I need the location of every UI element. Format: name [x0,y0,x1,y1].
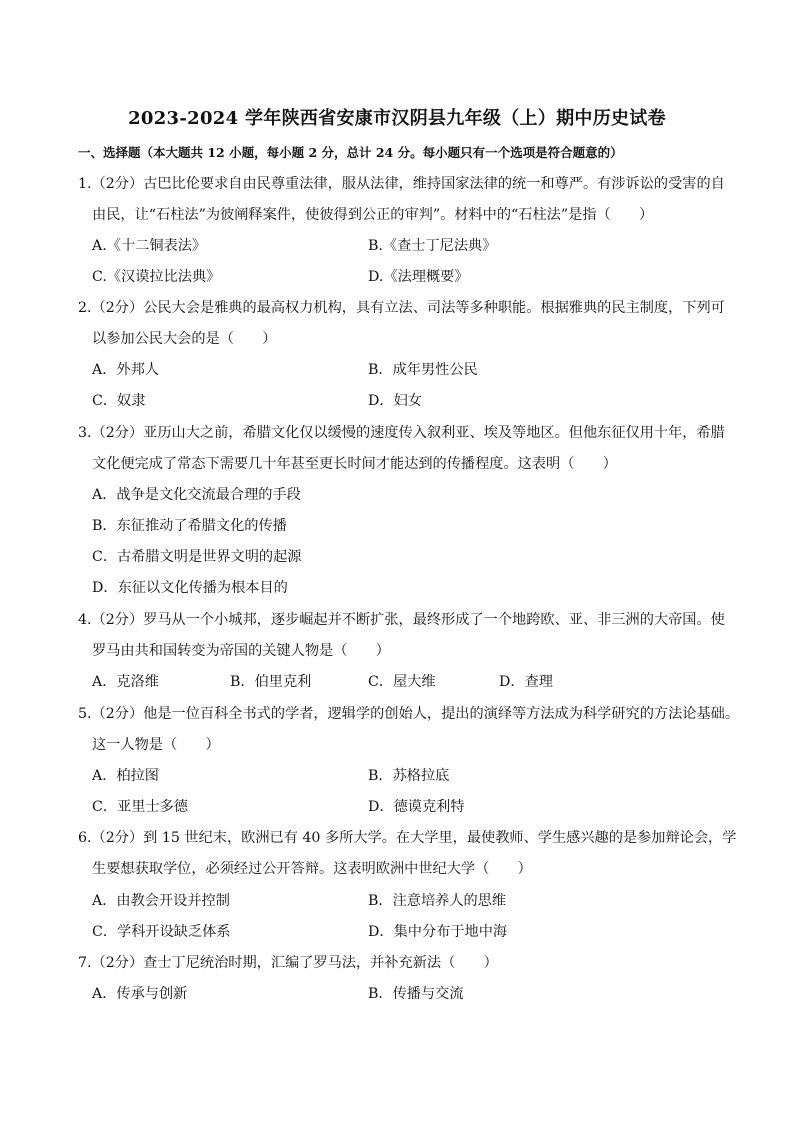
question-1-option-b[interactable]: B.《查士丁尼法典》 [368,238,497,254]
question-6-option-b[interactable]: B．注意培养人的思维 [368,893,507,909]
question-3-line-2: 文化便完成了常态下需要几十年甚至更长时间才能达到的传播程度。这表明（ ） [92,456,617,472]
question-7-line-1: 7.（2分）查士丁尼统治时期，汇编了罗马法，并补充新法（ ） [78,955,498,971]
question-4-option-c[interactable]: C．屋大维 [368,674,436,690]
question-3-option-d[interactable]: D．东征以文化传播为根本目的 [92,580,288,596]
question-7-option-b[interactable]: B．传播与交流 [368,986,464,1002]
question-2-option-d[interactable]: D．妇女 [368,393,422,409]
question-5-option-b[interactable]: B．苏格拉底 [368,768,450,784]
question-2-line-1: 2.（2分）公民大会是雅典的最高权力机构，具有立法、司法等多种职能。根据雅典的民主制度，下列可 [78,300,725,316]
question-4-option-b[interactable]: B．伯里克利 [230,674,312,690]
page-title: 2023-2024 学年陕西省安康市汉阴县九年级（上）期中历史试卷 [128,108,666,129]
question-6-option-a[interactable]: A．由教会开设并控制 [92,893,230,909]
question-6-line-1: 6.（2分）到 15 世纪末，欧洲已有 40 多所大学。在大学里，最使教师、学生感兴趣的是参加辩论会，学 [78,830,737,846]
question-1-option-d[interactable]: D.《法理概要》 [368,269,469,285]
question-4-option-d[interactable]: D．查理 [499,674,553,690]
question-1-option-a[interactable]: A.《十二铜表法》 [92,238,207,254]
question-6-line-2: 生要想获取学位，必须经过公开答辩。这表明欧洲中世纪大学（ ） [92,861,532,877]
question-5-option-c[interactable]: C．亚里士多德 [92,799,188,815]
question-3-option-b[interactable]: B．东征推动了希腊文化的传播 [92,518,287,534]
question-3-option-a[interactable]: A．战争是文化交流最合理的手段 [92,487,301,503]
question-3-option-c[interactable]: C．古希腊文明是世界文明的起源 [92,549,302,565]
question-5-option-a[interactable]: A．柏拉图 [92,768,159,784]
section-heading: 一、选择题（本大题共 12 小题，每小题 2 分，总计 24 分。每小题只有一个选项是符合题意的） [78,145,623,160]
question-5-option-d[interactable]: D．德谟克利特 [368,799,465,815]
question-2-option-b[interactable]: B．成年男性公民 [368,362,478,378]
question-5-line-2: 这一人物是（ ） [92,737,220,753]
question-3-line-1: 3.（2分）亚历山大之前，希腊文化仅以缓慢的速度传入叙利亚、埃及等地区。但他东征仅用十年，希腊 [78,425,725,441]
question-2-line-2: 以参加公民大会的是（ ） [92,331,277,347]
question-7-option-a[interactable]: A．传承与创新 [92,986,188,1002]
question-4-option-a[interactable]: A．克洛维 [92,674,159,690]
question-2-option-c[interactable]: C．奴隶 [92,393,146,409]
question-4-line-2: 罗马由共和国转变为帝国的关键人物是（ ） [92,643,390,659]
question-2-option-a[interactable]: A．外邦人 [92,362,159,378]
question-1-option-c[interactable]: C.《汉谟拉比法典》 [92,269,221,285]
question-6-option-d[interactable]: D．集中分布于地中海 [368,924,508,940]
question-4-line-1: 4.（2分）罗马从一个小城邦，逐步崛起并不断扩张，最终形成了一个地跨欧、亚、非三洲的大帝国。使 [78,612,725,628]
question-1-line-1: 1.（2分）古巴比伦要求自由民尊重法律，服从法律，维持国家法律的统一和尊严。有涉诉讼的受害的自 [78,176,725,192]
question-1-line-2: 由民，让“石柱法”为彼阐释案件，使彼得到公正的审判”。材料中的“石柱法”是指（ ） [92,207,654,223]
question-5-line-1: 5.（2分）他是一位百科全书式的学者，逻辑学的创始人，提出的演绎等方法成为科学研究的方法论基础。 [78,706,740,722]
question-6-option-c[interactable]: C．学科开设缺乏体系 [92,924,231,940]
